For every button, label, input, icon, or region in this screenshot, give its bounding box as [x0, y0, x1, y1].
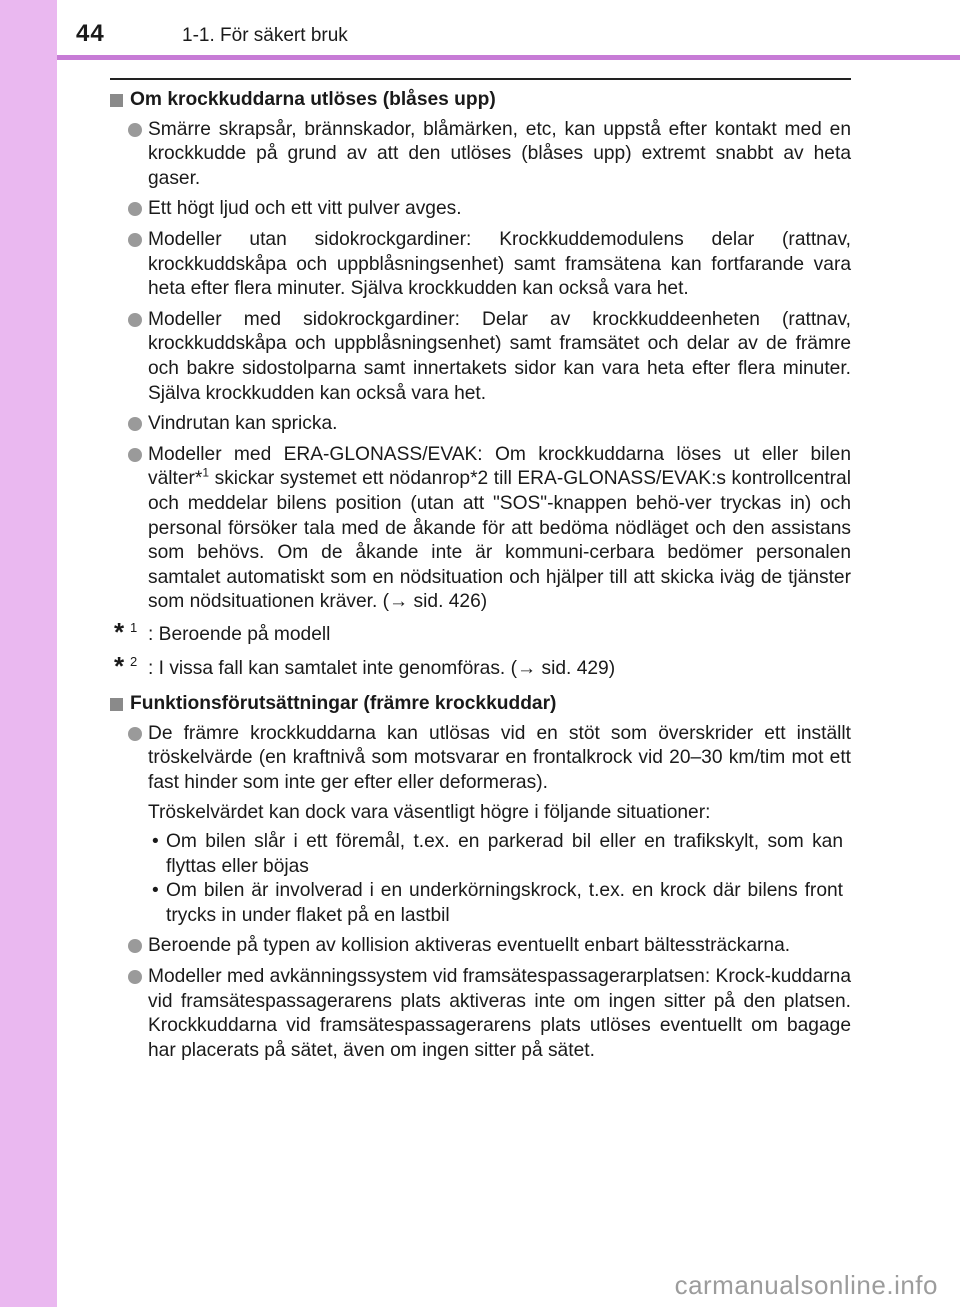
page-content: [110, 86, 851, 1069]
section-title: 1-1. För säkert bruk: [182, 25, 348, 46]
paragraph: Tröskelvärdet kan dock vara väsentligt högre i följande situationer:: [148, 802, 711, 824]
square-bullet-icon: [110, 698, 123, 711]
circle-bullet-icon: [128, 417, 142, 431]
sub-list-item: [110, 879, 851, 928]
list-item: [110, 308, 851, 406]
sub-list-item: [110, 830, 851, 879]
heading-deployment: [110, 88, 851, 113]
list-item-text: Smärre skrapsår, brännskador, blåmärken, etc, kan uppstå efter kontakt med en krockkudde på grund av att den utlöses (blåses upp) extremt snabbt av heta gaser.: [148, 118, 851, 189]
header-divider: [57, 55, 960, 60]
page-number: 44: [76, 20, 105, 47]
footnote-text: : I vissa fall kan samtalet inte genomföras. (→ sid. 429): [148, 658, 616, 680]
footnote-number: 1: [130, 619, 138, 635]
list-item-text: Beroende på typen av kollision aktiveras eventuellt enbart bältessträckarna.: [148, 935, 791, 957]
list-item: [110, 197, 851, 222]
heading-conditions: [110, 692, 851, 717]
square-bullet-icon: [110, 94, 123, 107]
watermark: carmanualsonline.info: [674, 1270, 938, 1300]
circle-bullet-icon: [128, 939, 142, 953]
list-item: [110, 228, 851, 302]
list-item: [110, 934, 851, 959]
dot-bullet: •: [152, 831, 159, 853]
text-fragment: Modeller med ERA-GLONASS/EVAK: Om krockkuddarna löses ut eller bilen välter*: [148, 443, 851, 490]
list-item-text: Modeller utan sidokrockgardiner: Krockkuddemodulens delar (rattnav, krockkuddskåpa och uppblåsningsenhet) samt framsätena kan fortfarande vara heta efter flera minuter. Själva krockkudden kan också vara het.: [148, 228, 851, 300]
heading-text: Om krockkuddarna utlöses (blåses upp): [130, 89, 496, 110]
circle-bullet-icon: [128, 123, 142, 137]
text-fragment: skickar systemet ett nödanrop*2 till ERA-GLONASS/EVAK:s kontrollcentral och meddelar bilens position (utan att "SOS"-knappen behö-ver tryckas in) och personal försöker tala med de åkande för att bedöma nödläget och den assistans som behövs. Om de åkande inte är kommuni-cerbara bedömer personalen samtalet automatiskt som en nödsituation och hjälper till att skicka iväg de tjänster som nödsituationen kräver. (→ sid. 426): [148, 468, 851, 613]
side-tab-bar: [0, 0, 57, 1307]
list-item: [110, 722, 851, 796]
footnote-ref: 1: [202, 465, 210, 480]
circle-bullet-icon: [128, 233, 142, 247]
circle-bullet-icon: [128, 313, 142, 327]
footnote-star: *: [114, 616, 125, 647]
footnote-star: *: [114, 651, 125, 682]
heading-text: Funktionsförutsättningar (främre krockkuddar): [130, 693, 557, 715]
sub-list-item-text: Om bilen slår i ett föremål, t.ex. en parkerad bil eller en trafikskylt, som kan flyttas eller böjas: [166, 831, 843, 877]
circle-bullet-icon: [128, 448, 142, 462]
list-item-text: De främre krockkuddarna kan utlösas vid en stöt som överskrider ett inställt tröskelvärde (en kraftnivå som motsvarar en frontalkrock vid 20–30 km/tim mot ett fast hinder som inte ger efter eller deformeras).: [148, 722, 851, 793]
footnote-1: [110, 616, 851, 648]
list-item-text: [148, 444, 851, 613]
circle-bullet-icon: [128, 202, 142, 216]
sub-list-item-text: Om bilen är involverad i en underkörningskrock, t.ex. en krock där bilens front trycks in under flaket på en lastbil: [166, 880, 843, 926]
content-rule: [110, 78, 851, 80]
list-item: [110, 443, 851, 615]
footnote-2: [110, 651, 851, 682]
list-item-text: Modeller med sidokrockgardiner: Delar av krockkuddeenheten (rattnav, krockkuddskåpa och uppblåsningsenhet) samt framsätet och delar av de främre och bakre sidostolparna samt innertakets sidor kan vara heta efter flera minuter. Själva krockkudden kan också vara het.: [148, 308, 851, 404]
dot-bullet: •: [152, 880, 159, 902]
list-item-text: Modeller med avkänningssystem vid framsätespassagerarplatsen: Krock-kuddarna vid framsätespassagerarens plats aktiveras inte om ingen sitter på den platsen. Krockkuddarna vid framsätespassagerarens plats utlöses eventuellt om bagage har placerats på sätet, även om ingen sitter på sätet.: [148, 966, 851, 1061]
list-item: [110, 965, 851, 1063]
list-item: [110, 412, 851, 437]
circle-bullet-icon: [128, 727, 142, 741]
footnote-number: 2: [130, 654, 138, 670]
footnote-text: : Beroende på modell: [148, 623, 331, 645]
list-item: [110, 118, 851, 192]
circle-bullet-icon: [128, 970, 142, 984]
list-item-text: Vindrutan kan spricka.: [148, 413, 338, 435]
list-item-text: Ett högt ljud och ett vitt pulver avges.: [148, 198, 462, 220]
